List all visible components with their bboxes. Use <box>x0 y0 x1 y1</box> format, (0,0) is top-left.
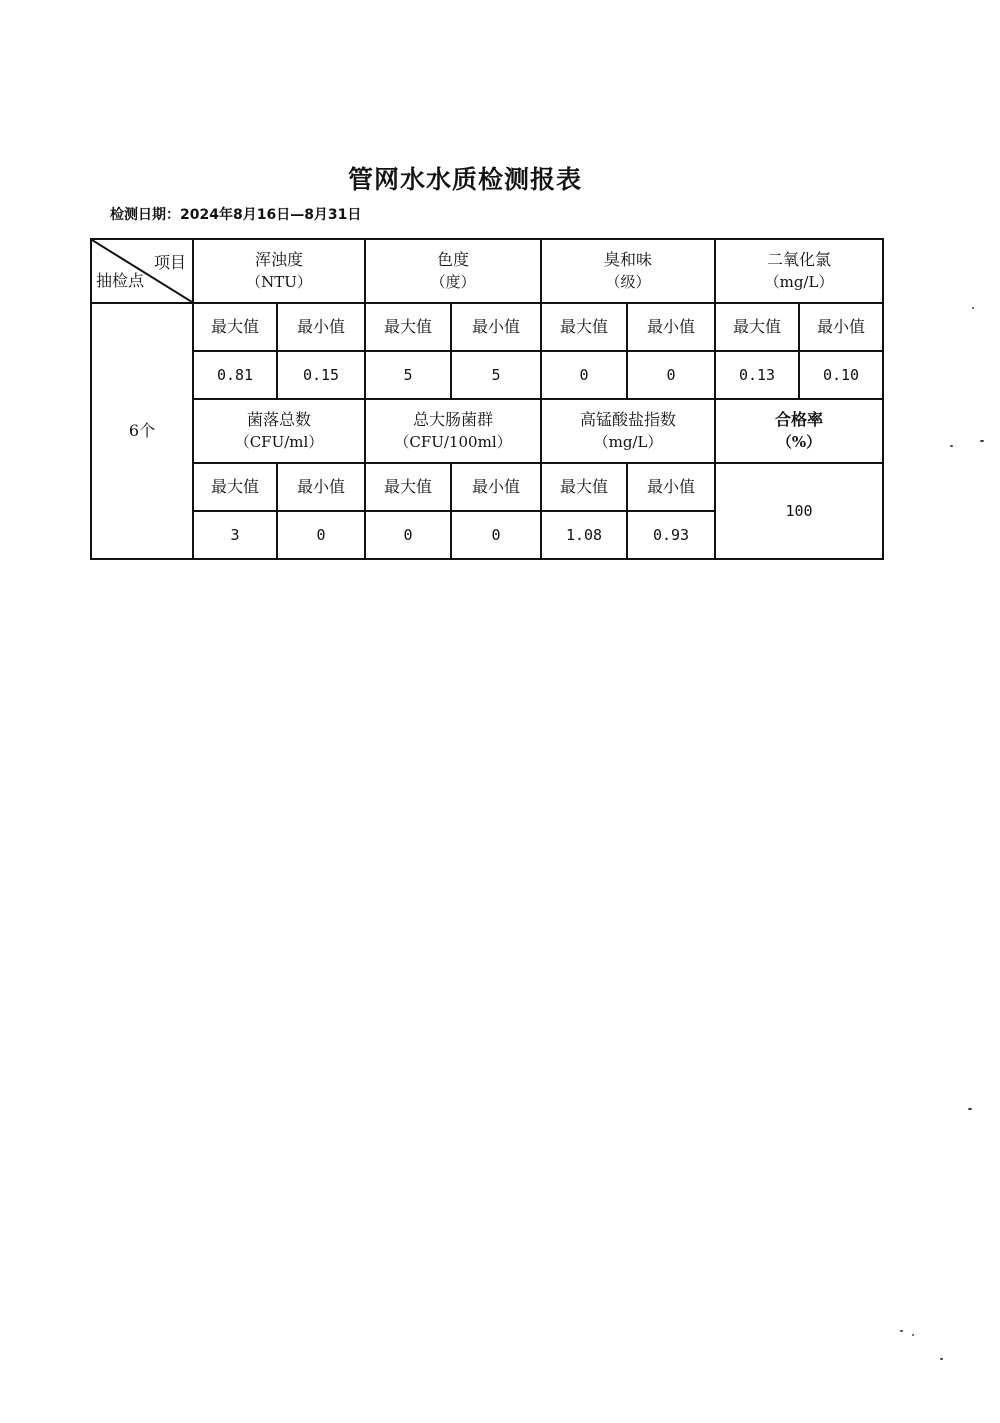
param-header-color <box>365 239 541 303</box>
param-unit: （NTU） <box>246 273 312 291</box>
scan-speck <box>940 1358 943 1360</box>
scan-speck <box>950 445 953 447</box>
turbidity-max-value: 0.81 <box>193 351 277 399</box>
coliforms-max-value: 0 <box>365 511 451 559</box>
diagonal-header-cell <box>91 239 193 303</box>
param-name: 菌落总数 <box>246 410 311 429</box>
max-label: 最大值 <box>193 303 277 351</box>
param-header-permanganate-index <box>541 399 715 463</box>
param-unit: （mg/L） <box>593 433 663 451</box>
colony-count-min-value: 0 <box>277 511 365 559</box>
chlorine-dioxide-min-value: 0.10 <box>799 351 883 399</box>
param-unit: （%） <box>776 433 822 451</box>
max-label: 最大值 <box>715 303 799 351</box>
permanganate-index-max-value: 1.08 <box>541 511 627 559</box>
min-label: 最小值 <box>799 303 883 351</box>
scan-speck <box>972 307 974 309</box>
param-header-colony-count <box>193 399 365 463</box>
coliforms-min-value: 0 <box>451 511 541 559</box>
scan-speck <box>900 1330 903 1332</box>
odor-max-value: 0 <box>541 351 627 399</box>
report-title: 管网水水质检测报表 <box>347 165 582 194</box>
colony-count-max-value: 3 <box>193 511 277 559</box>
param-name: 浑浊度 <box>254 250 303 269</box>
param-name: 二氧化氯 <box>767 250 832 269</box>
pass-rate-value: 100 <box>715 463 883 559</box>
scan-speck <box>980 440 984 442</box>
sample-points-cell: 6个 <box>91 303 193 559</box>
param-name: 臭和味 <box>604 250 653 269</box>
corner-sample-label: 抽检点 <box>96 271 145 290</box>
color-min-value: 5 <box>451 351 541 399</box>
max-label: 最大值 <box>541 303 627 351</box>
param-header-odor <box>541 239 715 303</box>
permanganate-index-min-value: 0.93 <box>627 511 715 559</box>
param-header-chlorine-dioxide <box>715 239 883 303</box>
param-header-turbidity <box>193 239 365 303</box>
param-unit: （级） <box>605 273 651 291</box>
max-label: 最大值 <box>541 463 627 511</box>
max-label: 最大值 <box>365 303 451 351</box>
max-label: 最大值 <box>365 463 451 511</box>
min-label: 最小值 <box>627 463 715 511</box>
min-label: 最小值 <box>277 303 365 351</box>
param-unit: （CFU/100ml） <box>394 433 512 451</box>
param-name: 色度 <box>437 250 470 269</box>
scan-speck <box>968 1108 972 1110</box>
param-header-pass-rate <box>715 399 883 463</box>
chlorine-dioxide-max-value: 0.13 <box>715 351 799 399</box>
min-label: 最小值 <box>277 463 365 511</box>
odor-min-value: 0 <box>627 351 715 399</box>
turbidity-min-value: 0.15 <box>277 351 365 399</box>
param-name: 合格率 <box>775 410 824 429</box>
max-label: 最大值 <box>193 463 277 511</box>
param-name: 总大肠菌群 <box>413 410 494 429</box>
min-label: 最小值 <box>627 303 715 351</box>
param-unit: （mg/L） <box>764 273 834 291</box>
water-quality-table <box>90 238 884 560</box>
param-unit: （CFU/ml） <box>234 433 324 451</box>
param-header-coliforms <box>365 399 541 463</box>
min-label: 最小值 <box>451 463 541 511</box>
param-name: 高锰酸盐指数 <box>580 410 677 429</box>
color-max-value: 5 <box>365 351 451 399</box>
min-label: 最小值 <box>451 303 541 351</box>
param-unit: （度） <box>430 273 476 291</box>
corner-item-label: 项目 <box>153 253 186 272</box>
test-date-range: 检测日期：2024年8月16日—8月31日 <box>110 207 362 223</box>
scan-speck <box>912 1334 914 1336</box>
